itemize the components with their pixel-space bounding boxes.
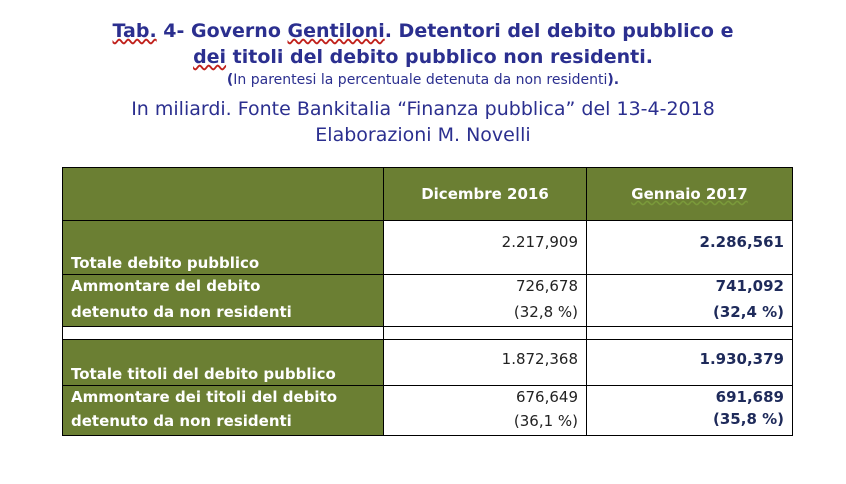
title-tab-word: Tab. — [112, 20, 157, 42]
title-text: 4- Governo — [156, 20, 288, 42]
table-header-row — [63, 168, 793, 221]
value: 726,678 — [515, 277, 578, 295]
table-row — [63, 340, 793, 386]
header-dec-2016: Dicembre 2016 — [384, 168, 587, 221]
header-empty-cell — [63, 168, 384, 221]
value-pct: (35,8 %) — [713, 410, 784, 428]
table-row — [63, 221, 793, 275]
value: 676,649 — [515, 388, 578, 406]
row-label-line-1: Ammontare dei titoli del debito — [71, 388, 338, 406]
row-label — [63, 386, 384, 436]
title-gentiloni: Gentiloni — [287, 20, 385, 42]
row-value-dec2016 — [384, 275, 587, 327]
row-label: Totale debito pubblico — [63, 221, 384, 275]
value: 691,689 — [715, 388, 784, 406]
page-title — [0, 18, 846, 70]
note-open: ( — [226, 72, 234, 88]
spacer-cell — [587, 327, 793, 340]
spacer-cell — [384, 327, 587, 340]
note-close: ). — [607, 72, 620, 88]
row-label: Totale titoli del debito pubblico — [63, 340, 384, 386]
note — [0, 70, 846, 90]
value-pct: (36,1 %) — [513, 412, 578, 430]
title-text-3: titoli del debito pubblico non residenti. — [226, 46, 653, 68]
value: 741,092 — [715, 277, 784, 295]
table-spacer-row — [63, 327, 793, 340]
row-value-dec2016 — [384, 386, 587, 436]
title-text-2: . Detentori del debito pubblico e — [384, 20, 734, 42]
row-value-dec2016: 2.217,909 — [384, 221, 587, 275]
header-jan-2017 — [587, 168, 793, 221]
header-jan-2017-text: Gennaio 2017 — [631, 185, 748, 203]
row-label-line-2: detenuto da non residenti — [71, 412, 292, 430]
table-row — [63, 275, 793, 327]
row-label-line-2: detenuto da non residenti — [71, 303, 292, 321]
title-line-1 — [0, 18, 846, 44]
title-line-2 — [0, 44, 846, 70]
row-value-dec2016: 1.872,368 — [384, 340, 587, 386]
value-pct: (32,4 %) — [713, 303, 784, 321]
title-dei: dei — [193, 46, 227, 68]
table-row — [63, 386, 793, 436]
row-value-jan2017 — [587, 275, 793, 327]
row-value-jan2017: 2.286,561 — [587, 221, 793, 275]
subtitle — [0, 96, 846, 148]
note-text: In parentesi la percentuale detenuta da non residenti — [233, 72, 608, 88]
subtitle-line-1: In miliardi. Fonte Bankitalia “Finanza pubblica” del 13-4-2018 — [131, 98, 715, 120]
row-label — [63, 275, 384, 327]
subtitle-line-2: Elaborazioni M. Novelli — [315, 124, 531, 146]
spacer-cell — [63, 327, 384, 340]
row-label-line-1: Ammontare del debito — [71, 277, 261, 295]
value-pct: (32,8 %) — [513, 303, 578, 321]
row-value-jan2017 — [587, 386, 793, 436]
row-value-jan2017: 1.930,379 — [587, 340, 793, 386]
debt-table — [62, 167, 793, 436]
